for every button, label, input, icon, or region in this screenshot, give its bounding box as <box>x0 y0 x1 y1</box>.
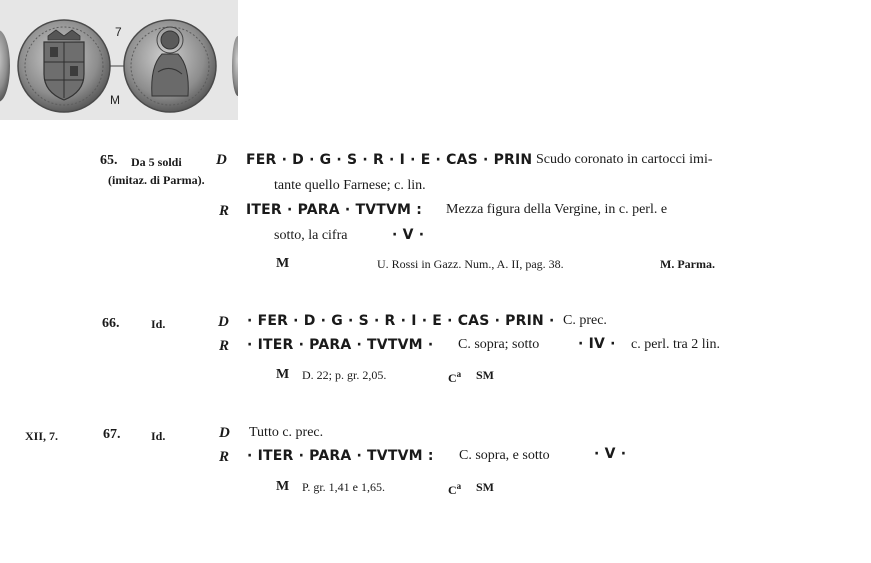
denomination: Id. <box>151 429 166 443</box>
denomination: Da 5 soldi <box>131 155 182 169</box>
reverse-symbol: R <box>219 449 230 465</box>
obverse-symbol: D <box>218 314 229 330</box>
plate-number: 7 <box>115 25 122 39</box>
denomination: Id. <box>151 317 166 331</box>
coin-plate-image <box>0 0 238 120</box>
reverse-description-cont: sotto, la cifra <box>274 228 348 243</box>
reverse-symbol: R <box>219 203 230 219</box>
obverse-description-cont: tante quello Farnese; c. lin. <box>274 178 426 193</box>
metal-mark: M <box>276 256 290 271</box>
entry-number: 67. <box>103 427 121 442</box>
denomination-note: (imitaz. di Parma). <box>108 173 205 187</box>
reverse-mark: · V · <box>594 446 627 462</box>
plate-mark: M <box>110 93 120 107</box>
obverse-description: C. prec. <box>563 313 607 328</box>
reverse-legend: · ITER · PARA · TVTVM : <box>247 448 434 464</box>
plate-reference: XII, 7. <box>25 429 59 443</box>
collection-2: SM <box>476 480 494 494</box>
reverse-legend: ITER · PARA · TVTVM : <box>246 202 423 218</box>
obverse-symbol: D <box>219 425 230 441</box>
weight: P. gr. 1,41 e 1,65. <box>302 480 386 494</box>
collection: M. Parma. <box>660 257 715 271</box>
obverse-description: Scudo coronato in cartocci imi- <box>536 152 713 167</box>
collection: $C^a$ <box>448 481 462 497</box>
reverse-description: Mezza figura della Vergine, in c. perl. e <box>446 202 668 217</box>
collection: $C^a$ <box>448 369 462 385</box>
obverse-symbol: D <box>216 152 227 168</box>
metal-mark: M <box>276 479 290 494</box>
bibliography: U. Rossi in Gazz. Num., A. II, pag. 38. <box>377 257 564 271</box>
metal-mark: M <box>276 367 290 382</box>
reverse-symbol: R <box>219 338 230 354</box>
reverse-mark: · IV · <box>578 336 616 352</box>
reverse-legend: · ITER · PARA · TVTVM · <box>247 337 434 353</box>
obverse-legend: · FER · D · G · S · R · I · E · CAS · PRIN · <box>247 313 555 329</box>
reverse-mark: · V · <box>392 227 425 243</box>
obverse-description: Tutto c. prec. <box>249 425 324 440</box>
reverse-description-cont: c. perl. tra 2 lin. <box>631 337 721 352</box>
entry-number: 66. <box>102 316 120 331</box>
obverse-legend: FER · D · G · S · R · I · E · CAS · PRIN <box>246 152 533 168</box>
entry-number: 65. <box>100 153 118 168</box>
reverse-description: C. sopra; sotto <box>458 337 540 352</box>
collection-2: SM <box>476 368 494 382</box>
reverse-description: C. sopra, e sotto <box>459 448 550 463</box>
weight: D. 22; p. gr. 2,05. <box>302 368 387 382</box>
